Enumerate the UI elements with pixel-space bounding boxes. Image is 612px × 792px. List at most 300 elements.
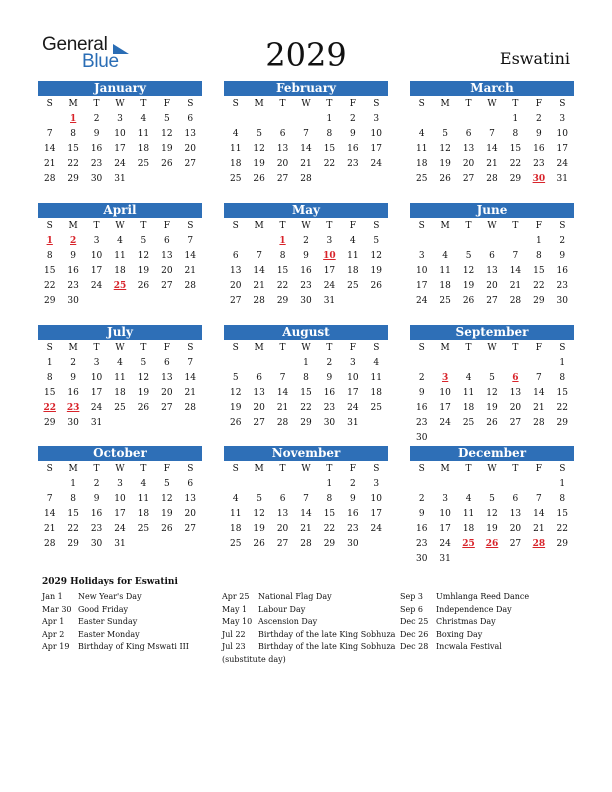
- month-header: August: [224, 325, 388, 340]
- weekday-label: T: [512, 464, 519, 474]
- day-cell: 17: [370, 509, 382, 519]
- weekday-label: T: [279, 464, 286, 474]
- weekday-label: M: [254, 221, 264, 231]
- day-cell: 6: [187, 114, 194, 124]
- day-cell: 23: [347, 524, 359, 534]
- weekday-label: T: [140, 464, 147, 474]
- empty-cell: [224, 112, 247, 127]
- day-cell: 14: [43, 144, 56, 154]
- weekday-label: W: [301, 464, 311, 474]
- weekday-label: W: [115, 343, 125, 353]
- weekday-label: M: [68, 99, 78, 109]
- day-cell: 7: [187, 358, 194, 368]
- day-cell: 13: [486, 266, 498, 276]
- day-cell: 7: [187, 236, 194, 246]
- day-cell: 27: [161, 281, 173, 291]
- day-cell: 2: [535, 114, 542, 124]
- day-cell: 9: [349, 129, 356, 139]
- day-cell: 8: [279, 251, 286, 261]
- weekday-label: F: [349, 99, 356, 109]
- empty-cell: [224, 356, 247, 371]
- day-cell: 13: [229, 266, 242, 276]
- holiday-date: Jan 1: [42, 592, 63, 601]
- weekday-label: F: [535, 464, 542, 474]
- day-cell: 23: [533, 159, 545, 169]
- day-cell: 31: [439, 554, 451, 564]
- day-cell: 21: [276, 403, 289, 413]
- day-cell: 5: [489, 373, 495, 383]
- day-cell: 28: [253, 296, 265, 306]
- weekday-label: S: [232, 99, 239, 109]
- day-cell: 21: [300, 159, 312, 169]
- day-grid: [224, 340, 388, 431]
- day-cell: 6: [512, 494, 519, 504]
- empty-cell: [224, 477, 247, 492]
- weekday-label: S: [418, 343, 425, 353]
- day-cell: 20: [462, 159, 475, 169]
- day-cell: 5: [163, 479, 170, 489]
- day-cell: 8: [303, 373, 309, 383]
- weekday-label: S: [232, 221, 239, 231]
- empty-cell: [271, 356, 294, 371]
- day-cell: 3: [93, 236, 100, 246]
- day-cell: 17: [439, 524, 451, 534]
- weekday-label: M: [254, 343, 264, 353]
- empty-cell: [457, 234, 480, 249]
- day-cell: 18: [114, 266, 126, 276]
- weekday-label: T: [326, 343, 333, 353]
- day-cell: 28: [533, 418, 545, 428]
- empty-cell: [433, 112, 456, 127]
- day-cell: 6: [232, 251, 239, 261]
- day-cell: 2: [349, 114, 356, 124]
- day-cell: 21: [533, 403, 545, 413]
- weekday-label: S: [418, 99, 425, 109]
- day-cell: 25: [137, 159, 150, 169]
- weekday-label: S: [559, 464, 566, 474]
- weekday-label: M: [68, 221, 78, 231]
- holiday-name: Ascension Day: [258, 617, 318, 626]
- weekday-label: W: [301, 221, 311, 231]
- day-cell: 28: [509, 296, 522, 306]
- empty-cell: [247, 234, 270, 249]
- weekday-label: F: [535, 343, 542, 353]
- weekday-label: W: [115, 99, 125, 109]
- day-cell: 10: [114, 494, 126, 504]
- day-cell: 21: [486, 159, 498, 169]
- day-cell: 22: [323, 159, 336, 169]
- day-cell: 11: [347, 251, 359, 261]
- day-cell: 7: [489, 129, 495, 139]
- day-cell: 26: [161, 524, 173, 534]
- day-cell: 7: [512, 251, 519, 261]
- day-cell: 1: [70, 479, 76, 489]
- empty-cell: [247, 356, 270, 371]
- holiday-name: Easter Sunday: [78, 617, 138, 626]
- day-cell: 30: [67, 418, 79, 428]
- holiday-column: [42, 591, 189, 654]
- holiday-name: New Year's Day: [78, 592, 142, 601]
- day-cell: 15: [300, 388, 312, 398]
- day-cell: 10: [415, 266, 428, 276]
- day-cell: 24: [415, 296, 428, 306]
- holiday-row: [222, 616, 395, 629]
- day-cell: 26: [486, 418, 498, 428]
- month-february: [224, 81, 388, 187]
- month-may: [224, 203, 388, 309]
- day-cell: 4: [232, 129, 239, 139]
- holiday-name: Independence Day: [436, 604, 512, 614]
- day-cell: 8: [70, 129, 76, 139]
- empty-cell: [410, 112, 433, 127]
- day-cell: 9: [303, 251, 309, 261]
- day-cell: 25: [229, 174, 242, 184]
- empty-cell: [247, 477, 270, 492]
- month-header: May: [224, 203, 388, 218]
- day-cell: 12: [486, 388, 498, 398]
- day-cell: 12: [137, 373, 150, 383]
- day-cell: 15: [533, 266, 545, 276]
- day-cell: 17: [415, 281, 428, 291]
- day-cell: 7: [535, 373, 542, 383]
- holiday-day-cell: 3: [442, 373, 449, 383]
- holiday-day-cell: 28: [532, 539, 546, 549]
- day-cell: 31: [114, 174, 126, 184]
- day-cell: 29: [67, 174, 79, 184]
- day-cell: 19: [370, 266, 382, 276]
- day-cell: 2: [349, 479, 356, 489]
- day-cell: 28: [184, 403, 196, 413]
- month-header: March: [410, 81, 574, 96]
- weekday-label: S: [187, 221, 194, 231]
- day-cell: 9: [326, 373, 333, 383]
- day-cell: 6: [465, 129, 472, 139]
- day-cell: 31: [323, 296, 336, 306]
- day-grid: [224, 96, 388, 187]
- empty-cell: [247, 112, 270, 127]
- day-cell: 25: [370, 403, 382, 413]
- day-grid: [38, 461, 202, 552]
- day-cell: 9: [93, 129, 100, 139]
- month-october: [38, 446, 202, 552]
- day-cell: 8: [512, 129, 519, 139]
- day-cell: 20: [161, 388, 173, 398]
- day-cell: 23: [90, 524, 103, 534]
- day-cell: 26: [253, 539, 265, 549]
- holiday-day-cell: 2: [70, 236, 77, 246]
- month-november: [224, 446, 388, 552]
- weekday-label: T: [512, 343, 519, 353]
- day-cell: 9: [93, 494, 100, 504]
- day-cell: 20: [253, 403, 265, 413]
- page-title: 2029: [265, 36, 347, 74]
- day-cell: 19: [229, 403, 242, 413]
- day-cell: 23: [90, 159, 103, 169]
- day-cell: 10: [439, 509, 451, 519]
- day-cell: 21: [184, 266, 196, 276]
- day-cell: 26: [161, 159, 173, 169]
- month-august: [224, 325, 388, 431]
- day-cell: 22: [67, 524, 79, 534]
- holiday-name: Christmas Day: [436, 617, 496, 626]
- day-cell: 16: [67, 266, 79, 276]
- holiday-day-cell: 25: [462, 539, 475, 549]
- day-cell: 28: [486, 174, 498, 184]
- day-cell: 7: [46, 494, 53, 504]
- day-cell: 13: [161, 373, 173, 383]
- day-cell: 25: [462, 418, 475, 428]
- day-cell: 22: [556, 403, 568, 413]
- weekday-label: S: [373, 221, 380, 231]
- day-cell: 1: [303, 358, 309, 368]
- day-cell: 17: [323, 266, 336, 276]
- weekday-label: W: [301, 343, 311, 353]
- month-header: December: [410, 446, 574, 461]
- day-cell: 7: [303, 494, 309, 504]
- holiday-date: Mar 30: [42, 604, 72, 614]
- day-cell: 13: [509, 509, 522, 519]
- day-cell: 14: [184, 251, 196, 261]
- weekday-label: T: [465, 221, 472, 231]
- day-cell: 2: [70, 358, 76, 368]
- weekday-label: T: [326, 221, 333, 231]
- day-cell: 20: [509, 403, 522, 413]
- day-cell: 18: [462, 403, 475, 413]
- day-cell: 19: [137, 266, 150, 276]
- day-cell: 26: [370, 281, 382, 291]
- day-cell: 2: [326, 358, 333, 368]
- logo-text-general: General: [42, 34, 108, 55]
- month-header: October: [38, 446, 202, 461]
- day-cell: 17: [370, 144, 382, 154]
- holiday-row: [42, 641, 189, 654]
- month-july: [38, 325, 202, 431]
- weekday-label: M: [254, 464, 264, 474]
- day-cell: 4: [140, 479, 147, 489]
- weekday-label: W: [487, 99, 497, 109]
- month-header: February: [224, 81, 388, 96]
- holiday-day-cell: 1: [70, 114, 77, 124]
- day-cell: 15: [556, 388, 568, 398]
- day-cell: 15: [556, 509, 568, 519]
- day-cell: 13: [184, 494, 196, 504]
- empty-cell: [504, 234, 527, 249]
- holiday-row: [400, 591, 529, 604]
- empty-cell: [527, 356, 550, 371]
- weekday-label: T: [465, 99, 472, 109]
- day-cell: 16: [90, 509, 103, 519]
- day-grid: [38, 218, 202, 309]
- day-grid: [224, 218, 388, 309]
- day-cell: 5: [232, 373, 239, 383]
- day-cell: 5: [489, 494, 495, 504]
- day-cell: 21: [43, 524, 56, 534]
- holiday-day-cell: 25: [113, 281, 127, 291]
- day-cell: 15: [67, 144, 79, 154]
- day-cell: 4: [232, 494, 239, 504]
- holiday-day-cell: 22: [43, 403, 56, 413]
- month-header: July: [38, 325, 202, 340]
- month-header: November: [224, 446, 388, 461]
- weekday-label: M: [254, 99, 264, 109]
- day-cell: 19: [137, 388, 150, 398]
- day-cell: 21: [43, 159, 56, 169]
- day-cell: 14: [533, 388, 545, 398]
- weekday-label: F: [535, 221, 542, 231]
- weekday-label: T: [326, 99, 333, 109]
- weekday-label: S: [46, 464, 53, 474]
- day-cell: 29: [43, 418, 56, 428]
- day-cell: 8: [326, 494, 333, 504]
- holiday-date: Apr 19: [42, 642, 70, 651]
- day-cell: 30: [347, 539, 359, 549]
- weekday-label: S: [373, 99, 380, 109]
- day-cell: 29: [67, 539, 79, 549]
- empty-cell: [480, 356, 503, 371]
- weekday-label: S: [373, 464, 380, 474]
- day-cell: 5: [465, 251, 472, 261]
- day-cell: 7: [46, 129, 53, 139]
- weekday-label: F: [349, 221, 356, 231]
- day-cell: 19: [253, 524, 265, 534]
- weekday-label: S: [46, 221, 53, 231]
- holiday-name: Good Friday: [78, 604, 129, 614]
- weekday-label: F: [163, 99, 170, 109]
- day-cell: 17: [114, 509, 126, 519]
- weekday-label: F: [163, 343, 170, 353]
- day-grid: [410, 340, 574, 446]
- day-cell: 3: [117, 479, 123, 489]
- weekday-label: W: [115, 221, 125, 231]
- weekday-label: W: [115, 464, 125, 474]
- weekday-label: F: [163, 221, 170, 231]
- day-cell: 16: [323, 388, 336, 398]
- weekday-label: S: [559, 221, 566, 231]
- day-cell: 24: [114, 524, 126, 534]
- holiday-day-cell: 26: [485, 539, 499, 549]
- holiday-name: Birthday of the late King Sobhuza: [258, 642, 396, 651]
- day-cell: 14: [533, 509, 545, 519]
- day-cell: 11: [114, 373, 126, 383]
- holiday-date: May 1: [222, 604, 248, 614]
- weekday-label: F: [349, 464, 356, 474]
- day-cell: 18: [137, 509, 150, 519]
- day-cell: 8: [535, 251, 542, 261]
- day-cell: 18: [114, 388, 126, 398]
- day-cell: 18: [415, 159, 428, 169]
- day-cell: 31: [90, 418, 103, 428]
- day-cell: 31: [556, 174, 568, 184]
- day-cell: 23: [67, 281, 79, 291]
- weekday-label: T: [93, 464, 100, 474]
- day-grid: [410, 96, 574, 187]
- day-cell: 8: [326, 129, 333, 139]
- day-cell: 4: [418, 129, 425, 139]
- day-cell: 28: [276, 418, 289, 428]
- day-cell: 12: [161, 494, 173, 504]
- day-cell: 24: [90, 403, 103, 413]
- day-cell: 2: [418, 373, 425, 383]
- day-cell: 20: [486, 281, 498, 291]
- day-cell: 11: [439, 266, 451, 276]
- weekday-label: T: [465, 464, 472, 474]
- day-cell: 3: [117, 114, 123, 124]
- day-cell: 4: [140, 114, 147, 124]
- day-cell: 19: [486, 403, 498, 413]
- day-cell: 4: [117, 358, 123, 368]
- day-cell: 20: [509, 524, 522, 534]
- day-cell: 19: [161, 509, 173, 519]
- holiday-name: Boxing Day: [436, 629, 483, 639]
- day-cell: 27: [184, 159, 196, 169]
- holiday-name: Birthday of King Mswati III: [78, 642, 189, 651]
- holiday-name: Umhlanga Reed Dance: [436, 592, 530, 601]
- holiday-column: [400, 591, 529, 654]
- day-cell: 14: [509, 266, 522, 276]
- weekday-label: S: [232, 343, 239, 353]
- weekday-label: M: [440, 343, 450, 353]
- holiday-name: Incwala Festival: [436, 642, 502, 651]
- day-cell: 20: [276, 524, 289, 534]
- day-cell: 21: [533, 524, 545, 534]
- day-cell: 19: [486, 524, 498, 534]
- day-cell: 24: [439, 539, 451, 549]
- day-cell: 8: [46, 373, 53, 383]
- day-cell: 3: [559, 114, 566, 124]
- day-cell: 3: [373, 479, 380, 489]
- day-cell: 5: [256, 494, 262, 504]
- weekday-label: S: [373, 343, 380, 353]
- weekday-label: S: [187, 464, 194, 474]
- day-cell: 27: [276, 174, 289, 184]
- empty-cell: [527, 477, 550, 492]
- day-cell: 6: [187, 479, 194, 489]
- day-cell: 24: [90, 281, 103, 291]
- day-cell: 21: [253, 281, 265, 291]
- day-cell: 6: [163, 236, 170, 246]
- day-cell: 12: [161, 129, 173, 139]
- empty-cell: [410, 356, 433, 371]
- day-cell: 4: [465, 494, 472, 504]
- day-cell: 6: [489, 251, 495, 261]
- day-cell: 14: [253, 266, 265, 276]
- day-cell: 30: [90, 539, 103, 549]
- holiday-row: [222, 629, 395, 642]
- month-january: [38, 81, 202, 187]
- day-cell: 19: [161, 144, 173, 154]
- day-cell: 10: [556, 129, 568, 139]
- empty-cell: [271, 477, 294, 492]
- weekday-label: T: [93, 221, 100, 231]
- day-cell: 11: [462, 388, 475, 398]
- weekday-label: T: [512, 99, 519, 109]
- day-cell: 20: [276, 159, 289, 169]
- holiday-day-cell: 6: [512, 373, 519, 383]
- day-cell: 27: [184, 524, 196, 534]
- weekday-label: W: [487, 343, 497, 353]
- holiday-row: [42, 629, 189, 642]
- day-cell: 10: [347, 373, 359, 383]
- day-cell: 16: [556, 266, 568, 276]
- day-cell: 12: [370, 251, 382, 261]
- day-cell: 16: [415, 524, 428, 534]
- weekday-label: M: [68, 343, 78, 353]
- empty-cell: [38, 477, 61, 492]
- day-cell: 9: [349, 494, 356, 504]
- day-cell: 7: [303, 129, 309, 139]
- month-header: September: [410, 325, 574, 340]
- day-grid: [38, 340, 202, 431]
